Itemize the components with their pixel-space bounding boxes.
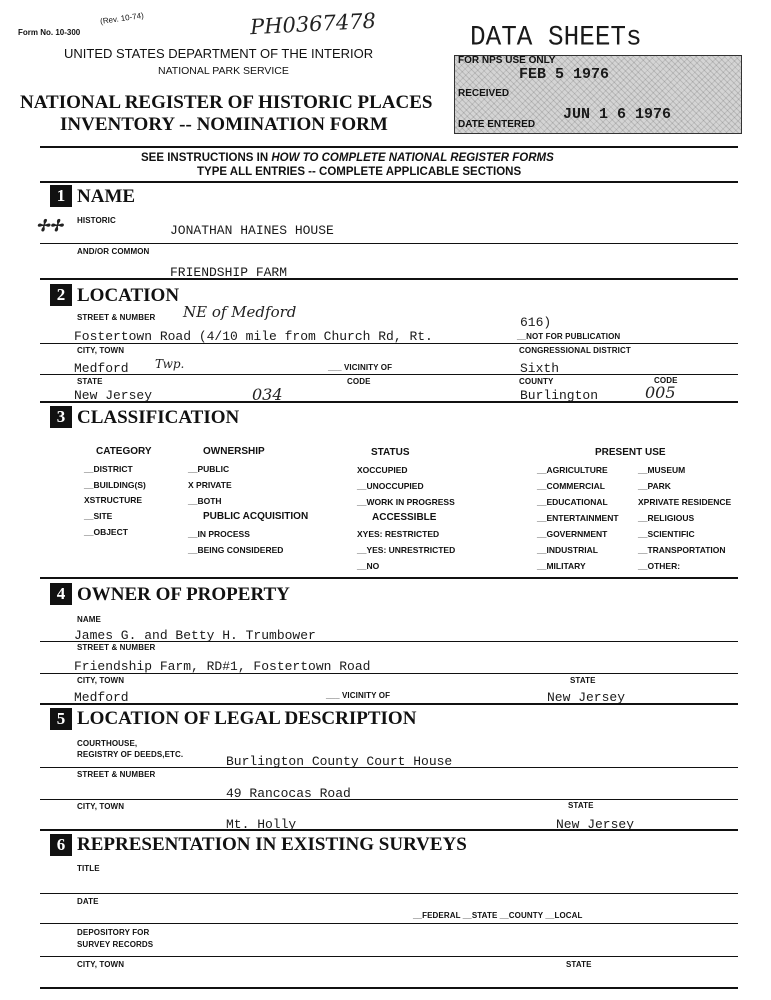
date-entered-value: JUN 1 6 1976 bbox=[563, 106, 672, 123]
owner-state-label: STATE bbox=[570, 676, 596, 685]
city-label: CITY, TOWN bbox=[77, 346, 125, 355]
legal-city-value: Mt. Holly bbox=[226, 817, 297, 832]
category-option: __BUILDING(S) bbox=[84, 480, 146, 490]
form-number: Form No. 10-300 bbox=[18, 28, 81, 37]
status-option: __UNOCCUPIED bbox=[357, 481, 424, 491]
instructions-line2: TYPE ALL ENTRIES -- COMPLETE APPLICABLE SECTIONS bbox=[197, 166, 522, 178]
section-5-number: 5 bbox=[50, 708, 72, 730]
section-3-number: 3 bbox=[50, 406, 72, 428]
location-county-value: Burlington bbox=[520, 388, 599, 403]
present-use-option: __COMMERCIAL bbox=[537, 481, 606, 491]
street-continuation: 616) bbox=[520, 315, 552, 330]
survey-city-label: CITY, TOWN bbox=[77, 960, 125, 969]
rule bbox=[40, 401, 738, 403]
depository-label-line2: SURVEY RECORDS bbox=[77, 940, 154, 949]
section-4-title: OWNER OF PROPERTY bbox=[77, 584, 290, 605]
present-use-option: __RELIGIOUS bbox=[638, 513, 695, 523]
owner-vicinity-label: ___ VICINITY OF bbox=[326, 691, 391, 700]
owner-street-value: Friendship Farm, RD#1, Fostertown Road bbox=[74, 659, 371, 674]
owner-street-label: STREET & NUMBER bbox=[77, 643, 156, 652]
location-city-value: Medford bbox=[74, 361, 129, 376]
rule bbox=[40, 767, 738, 768]
owner-city-label: CITY, TOWN bbox=[77, 676, 125, 685]
present-use-option: __ENTERTAINMENT bbox=[537, 513, 619, 523]
category-heading: CATEGORY bbox=[96, 446, 152, 457]
form-revision: (Rev. 10-74) bbox=[99, 10, 145, 27]
present-use-option: __AGRICULTURE bbox=[537, 465, 608, 475]
ownership-heading: OWNERSHIP bbox=[203, 446, 265, 457]
rule bbox=[40, 799, 738, 800]
courthouse-label: COURTHOUSE, bbox=[77, 739, 138, 748]
section-6-number: 6 bbox=[50, 834, 72, 856]
status-option: __WORK IN PROGRESS bbox=[357, 497, 455, 507]
category-option: __SITE bbox=[84, 511, 113, 521]
survey-level-options: __FEDERAL __STATE __COUNTY __LOCAL bbox=[413, 911, 583, 920]
received-date: FEB 5 1976 bbox=[519, 66, 610, 83]
registry-label: REGISTRY OF DEEDS,ETC. bbox=[77, 750, 184, 759]
present-use-option: __GOVERNMENT bbox=[537, 529, 608, 539]
historic-label: HISTORIC bbox=[77, 216, 116, 225]
present-use-option: __OTHER: bbox=[638, 561, 681, 571]
handwritten-mark: ✢✢ bbox=[36, 216, 63, 235]
courthouse-value: Burlington County Court House bbox=[226, 754, 453, 769]
section-1-number: 1 bbox=[50, 185, 72, 207]
nps-use-label: FOR NPS USE ONLY bbox=[458, 55, 556, 66]
rule bbox=[40, 923, 738, 924]
rule bbox=[40, 374, 738, 375]
state-code-handwritten: 034 bbox=[252, 385, 283, 404]
present-use-option: __MILITARY bbox=[537, 561, 586, 571]
data-sheets-mark: DATA SHEETs bbox=[470, 21, 642, 53]
rule bbox=[40, 278, 738, 280]
public-acquisition-heading: PUBLIC ACQUISITION bbox=[203, 511, 309, 522]
survey-state-label: STATE bbox=[566, 960, 592, 969]
form-title-line1: NATIONAL REGISTER OF HISTORIC PLACES bbox=[20, 92, 433, 113]
reference-number: PH0367478 bbox=[249, 8, 377, 40]
present-use-option: __INDUSTRIAL bbox=[537, 545, 598, 555]
survey-title-label: TITLE bbox=[77, 864, 100, 873]
county-code-handwritten: 005 bbox=[645, 383, 676, 402]
section-2-number: 2 bbox=[50, 284, 72, 306]
survey-date-label: DATE bbox=[77, 897, 99, 906]
rule bbox=[40, 146, 738, 148]
street-handwritten-note: NE of Medford bbox=[183, 303, 297, 321]
state-label: STATE bbox=[77, 377, 103, 386]
rule bbox=[40, 987, 738, 989]
rule bbox=[40, 673, 738, 674]
section-6-title: REPRESENTATION IN EXISTING SURVEYS bbox=[77, 834, 467, 855]
ownership-option: __PUBLIC bbox=[188, 464, 230, 474]
common-name-value: FRIENDSHIP FARM bbox=[170, 265, 288, 280]
section-5-title: LOCATION OF LEGAL DESCRIPTION bbox=[77, 708, 417, 729]
category-option: __OBJECT bbox=[84, 527, 128, 537]
depository-label-line1: DEPOSITORY FOR bbox=[77, 928, 150, 937]
county-label: COUNTY bbox=[519, 377, 554, 386]
present-use-option: __TRANSPORTATION bbox=[638, 545, 726, 555]
common-label: AND/OR COMMON bbox=[77, 247, 150, 256]
rule bbox=[40, 181, 738, 183]
present-use-option: __SCIENTIFIC bbox=[638, 529, 695, 539]
historic-name-value: JONATHAN HAINES HOUSE bbox=[170, 223, 334, 238]
rule bbox=[40, 893, 738, 894]
present-use-option: __EDUCATIONAL bbox=[537, 497, 608, 507]
accessible-option: XYES: RESTRICTED bbox=[357, 529, 440, 539]
status-option: XOCCUPIED bbox=[357, 465, 408, 475]
legal-state-value: New Jersey bbox=[556, 817, 635, 832]
form-title-line2: INVENTORY -- NOMINATION FORM bbox=[60, 114, 388, 135]
section-4-number: 4 bbox=[50, 583, 72, 605]
section-2-title: LOCATION bbox=[77, 285, 180, 306]
rule bbox=[40, 703, 738, 705]
rule bbox=[40, 641, 738, 642]
county-code-label: CODE bbox=[654, 376, 678, 385]
congressional-district-label: CONGRESSIONAL DISTRICT bbox=[519, 346, 631, 355]
congressional-district-value: Sixth bbox=[520, 361, 560, 376]
acquisition-option: __IN PROCESS bbox=[188, 529, 250, 539]
rule bbox=[40, 243, 738, 244]
rule bbox=[40, 577, 738, 579]
section-3-title: CLASSIFICATION bbox=[77, 407, 240, 428]
present-use-option: __MUSEUM bbox=[638, 465, 686, 475]
state-code-label: CODE bbox=[347, 377, 371, 386]
owner-name-label: NAME bbox=[77, 615, 101, 624]
ownership-option: __BOTH bbox=[188, 496, 222, 506]
not-for-publication-label: __NOT FOR PUBLICATION bbox=[517, 332, 621, 341]
category-option: __DISTRICT bbox=[84, 464, 133, 474]
owner-name-value: James G. and Betty H. Trumbower bbox=[74, 628, 316, 643]
date-entered-label: DATE ENTERED bbox=[458, 119, 536, 130]
location-state-value: New Jersey bbox=[74, 388, 153, 403]
received-label: RECEIVED bbox=[458, 88, 510, 99]
owner-state-value: New Jersey bbox=[547, 690, 626, 705]
service-name: NATIONAL PARK SERVICE bbox=[158, 65, 289, 77]
owner-city-value: Medford bbox=[74, 690, 129, 705]
accessible-option: __NO bbox=[357, 561, 380, 571]
ownership-option: X PRIVATE bbox=[188, 480, 232, 490]
instructions-line1: SEE INSTRUCTIONS IN HOW TO COMPLETE NATIONAL REGISTER FORMS bbox=[141, 152, 554, 164]
department-name: UNITED STATES DEPARTMENT OF THE INTERIOR bbox=[64, 46, 374, 61]
present-use-option: __PARK bbox=[638, 481, 671, 491]
city-handwritten-note: Twp. bbox=[155, 357, 185, 371]
acquisition-option: __BEING CONSIDERED bbox=[188, 545, 284, 555]
accessible-heading: ACCESSIBLE bbox=[372, 512, 437, 523]
accessible-option: __YES: UNRESTRICTED bbox=[357, 545, 456, 555]
section-1-title: NAME bbox=[77, 186, 136, 207]
street-label: STREET & NUMBER bbox=[77, 313, 156, 322]
legal-city-label: CITY, TOWN bbox=[77, 802, 125, 811]
rule bbox=[40, 343, 738, 344]
legal-state-label: STATE bbox=[568, 801, 594, 810]
rule bbox=[40, 829, 738, 831]
location-street-value: Fostertown Road (4/10 mile from Church Rd, Rt. bbox=[74, 329, 433, 344]
legal-street-value: 49 Rancocas Road bbox=[226, 786, 351, 801]
vicinity-label: ___ VICINITY OF bbox=[328, 363, 393, 372]
category-option: XSTRUCTURE bbox=[84, 495, 143, 505]
rule bbox=[40, 956, 738, 957]
legal-street-label: STREET & NUMBER bbox=[77, 770, 156, 779]
present-use-option: XPRIVATE RESIDENCE bbox=[638, 497, 732, 507]
status-heading: STATUS bbox=[371, 447, 410, 458]
present-use-heading: PRESENT USE bbox=[595, 447, 666, 458]
